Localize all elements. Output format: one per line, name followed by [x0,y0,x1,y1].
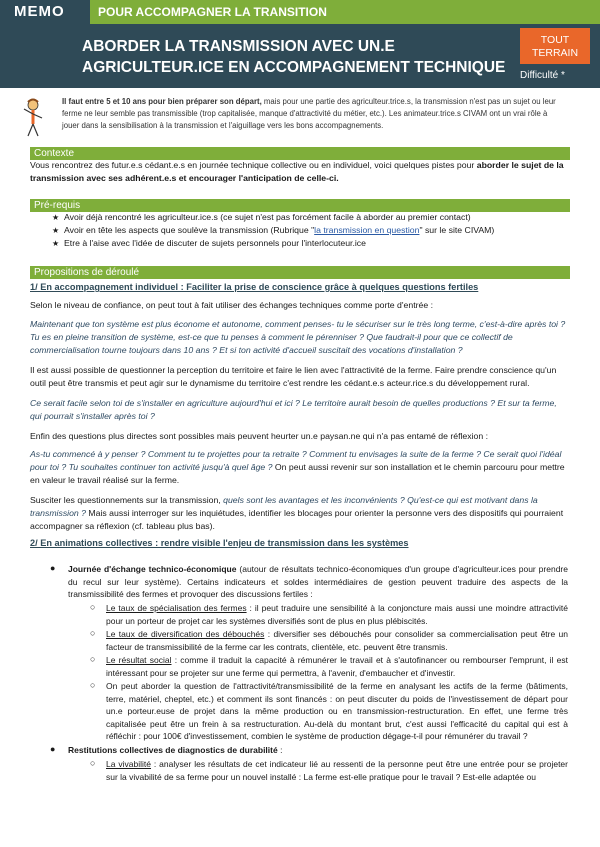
star-icon: ★ [52,226,60,235]
sub-bullet-2-u: Le taux de diversification des débouchés [106,629,265,639]
circle-bullet-icon: ○ [90,654,96,664]
sub-bullet-1 [106,602,568,627]
bullet-1 [68,563,568,601]
terrain-badge [520,28,590,64]
bullet-2-bold: Restitutions collectives de diagnostics de durabilité [68,745,278,755]
questions-3: As-tu commencé à y penser ? Comment tu te projettes pour ta retraite ? Comment tu envisages la suite de la ferme ? Ce serait quoi l'idéal pour toi ? Tu souhaites continuer ton activité jusqu'à quel âge ? [30,449,562,472]
intro-rest: mais pour une partie des agriculteur.trice.s, la transmission n'est pas un sujet ou leur ferme ne leur semble pas transmissible (trop capitalisée, manque d'attractivité du métier, etc.). Les animateur.trice.s CIVAM ont un vrai rôle à jouer dans la sensibilisation à la transmission et l'aiguillage vers les bons accompagnements. [62,97,556,130]
paragraph-4-start: Susciter les questionnements sur la transmission, [30,495,224,505]
memo-label: MEMO [0,0,90,24]
mascot-icon [20,98,46,138]
terrain-line-1: TOUT [540,34,570,46]
contexte-text-start: Vous rencontrez des futur.e.s cédant.e.s en journée technique collective ou en individuel, voici quelques pistes pour [30,160,477,170]
sub-bullet-3-text: : comme il traduit la capacité à rémunérer le travail et à s'autofinancer ou rembourser l'emprunt, il est intéressant pour se projeter sur une ferme qui permettra, à l'avenir, d'embaucher et d'investir. [106,655,568,678]
paragraph-1: Selon le niveau de confiance, on peut tout à fait utiliser des échanges techniques comme porte d'entrée : [30,300,433,310]
sub-bullet-1-u: Le taux de spécialisation des fermes [106,603,247,613]
questions-2: Ce serait facile selon toi de s'installer en agriculture aujourd'hui et ici ? Le territoire aurait besoin de quelles productions ? Et sur ta ferme, qui pourrait s'installer après toi ? [30,398,557,421]
sub-bullet-5-text: : analyser les résultats de cet indicateur lié au ressenti de la personne peut être une entrée pour se projeter sur la vivabilité de sa ferme pour un nouvel installé : La ferme est-elle pratique pour le travail ? Est-elle adaptée ou [106,759,568,782]
prerequis-item-1-text: Avoir déjà rencontré les agriculteur.ice.s (ce sujet n'est pas forcément facile à aborder au premier contact) [64,212,471,222]
prerequis-list [52,211,562,250]
paragraph-2: Il est aussi possible de questionner la perception du territoire et faire le lien avec l'attractivité de la ferme. Faire prendre conscience qu'un outil peut être transmis et peut agir sur le dynamisme du territoire c'est rendre les cédant.e.s acteur.rice.s du développement rural. [30,365,557,388]
difficulty-label: Difficulté * [520,70,565,81]
paragraph-3: Enfin des questions plus directes sont possibles mais peuvent heurter un.e paysan.ne qui n'a pas entamé de réflexion : [30,431,489,441]
paragraph-4-italic: quels sont les avantages et les inconvénients ? Qu'est-ce qui est motivant dans la transmission ? [30,495,538,518]
bullet-1-bold: Journée d'échange technico-économique [68,564,237,574]
paragraph-4 [30,494,570,533]
terrain-line-2: TERRAIN [531,47,579,59]
circle-bullet-icon: ○ [90,758,96,768]
prerequis-item-2-end: " sur le site CIVAM) [419,225,495,235]
section-contexte: Contexte [30,147,570,160]
subheading-collective: 2/ En animations collectives : rendre visible l'enjeu de transmission dans les systèmes [30,538,409,548]
sub-bullet-2 [106,628,568,653]
accompany-banner: POUR ACCOMPAGNER LA TRANSITION [90,0,600,24]
sub-bullet-1-text: : il peut traduire une sensibilité à la conjoncture mais aussi une moindre attractivité pour un porteur de projet car les systèmes diversifiés sont de plus en plus plébiscités. [106,603,568,626]
questions-3-block [30,448,570,487]
prerequis-item-1 [52,211,562,224]
contexte-text-bold: aborder le sujet de la transmission avec ses adhérent.e.s et encourager l'anticipation de celle-ci. [30,160,564,183]
prerequis-item-3 [52,237,562,250]
prerequis-item-2 [52,224,562,237]
sub-bullet-4: On peut aborder la question de l'attractivité/transmissibilité de la ferme en analysant les actifs de la ferme (bâtiments, terre, matériel, cheptel, etc.) et comment ils sont financés : on peut discuter du poids de l'investissement de départ pour un.e porteur.euse de projet dans la même production ou en transmission-restructuration. En effet, une ferme très capitalisée peut être un frein à sa restructuration. Au-delà du montant brut, c'est aussi l'efficacité du capital qui est à réfléchir : pour 100€ d'investissement, combien le système de production dégage-t-il pour rémunérer du travail ? [106,681,568,741]
star-icon: ★ [52,239,60,248]
paragraph-3b: On peut aussi revenir sur son installation et le chemin parcouru pour mettre en valeur le travail réalisé sur la ferme. [30,462,565,485]
bullet-icon: ● [50,744,56,754]
bullet-icon: ● [50,563,56,573]
section-propositions: Propositions de déroulé [30,266,570,279]
page-title [82,36,512,78]
transmission-link[interactable]: la transmission en question [314,225,420,235]
questions-1: Maintenant que ton système est plus économe et autonome, comment penses- tu le sécuriser sur le très long terme, c'est-à-dire après toi ? Tu es en pleine transition de système, est-ce que tu penses à comment le pérenniser ? Que faudrait-il pour que ce collectif de commercialisation tourne toujours dans 10 ans ? Et si ton activité d'accueil suscitait des vocations d'installation ? [30,319,566,355]
star-icon: ★ [52,213,60,222]
prerequis-item-3-text: Etre à l'aise avec l'idée de discuter de sujets personnels pour l'interlocuteur.ice [64,238,366,248]
section-prerequis: Pré-requis [30,199,570,212]
paragraph-4-end: Mais aussi interroger sur les inquiétudes, identifier les blocages pour orienter la personne vers des dispositifs qui pourraient accompagner sa réflexion (cf. tableau plus bas). [30,508,564,531]
title-line-2: AGRICULTEUR.ICE EN ACCOMPAGNEMENT TECHNIQUE [82,59,506,76]
title-line-1: ABORDER LA TRANSMISSION AVEC UN.E [82,38,395,55]
sub-bullet-5 [106,758,568,783]
bullet-2-rest: : [277,745,283,755]
circle-bullet-icon: ○ [90,680,96,690]
sub-bullet-2-text: : diversifier ses débouchés pour consolider sa commercialisation peut être un facteur de transmissibilité de la ferme car les contrats, clientèle, etc. peuvent être transmis. [106,629,568,652]
sub-bullet-5-u: La vivabilité [106,759,151,769]
intro-text [62,96,562,132]
contexte-text [30,159,570,185]
circle-bullet-icon: ○ [90,602,96,612]
bullet-1-rest: (autour de résultats technico-économiques d'un groupe d'agriculteur.ices pour prendre du recul sur leur système). Certains indicateurs et soldes intermédiaires de gestion peuvent traduire des aspects de la transmissibilité des fermes et provoquer des discussions fertiles : [68,564,568,599]
subheading-individual: 1/ En accompagnement individuel : Faciliter la prise de conscience grâce à quelques questions fertiles [30,282,479,292]
intro-bold: Il faut entre 5 et 10 ans pour bien préparer son départ, [62,97,262,106]
sub-bullet-3 [106,654,568,679]
prerequis-item-2-start: Avoir en tête les aspects que soulève la transmission (Rubrique " [64,225,315,235]
bullet-2 [68,744,568,757]
sub-bullet-3-u: Le résultat social [106,655,172,665]
circle-bullet-icon: ○ [90,628,96,638]
